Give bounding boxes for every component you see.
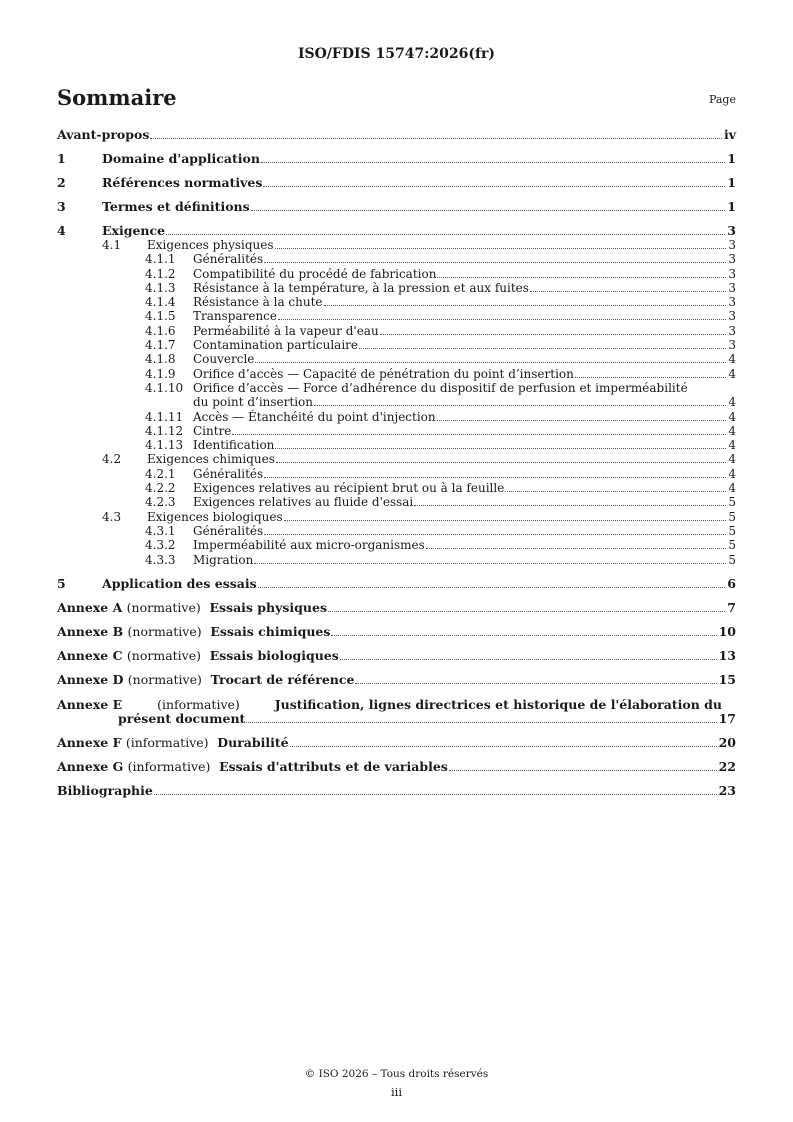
toc-entry-4-1-9[interactable]: 4.1.9 Orifice d’accès — Capacité de pénétration du point d’insertion 4 (145, 366, 736, 381)
dot-leader (275, 448, 726, 449)
toc-entry-clause-1[interactable]: 1 Domaine d'application 1 (57, 151, 736, 166)
toc-entry-4-2-1[interactable]: 4.2.1 Généralités 4 (145, 466, 736, 481)
dot-leader (359, 348, 726, 349)
toc-entry-4-1[interactable]: 4.1 Exigences physiques 3 (102, 238, 736, 252)
page-column-label: Page (708, 93, 736, 106)
dot-leader (261, 162, 725, 163)
dot-leader (264, 477, 726, 478)
dot-leader (380, 334, 727, 335)
dot-leader (324, 305, 727, 306)
toc-entry-4-3[interactable]: 4.3 Exigences biologiques 5 (102, 509, 736, 524)
toc-entry-4-3-2[interactable]: 4.3.2 Imperméabilité aux micro-organismes 5 (145, 538, 736, 553)
dot-leader (246, 722, 716, 723)
toc-entry-annexe-e[interactable]: Annexe E (informative) Justification, lignes directrices et historique de l'élaboration du présent document 17 (57, 696, 736, 726)
toc-entry-bibliographie[interactable]: Bibliographie 23 (57, 782, 736, 798)
toc-entry-annexe-a[interactable]: Annexe A (normative) Essais physiques 7 (57, 599, 736, 615)
copyright-notice: © ISO 2026 – Tous droits réservés (304, 1068, 489, 1080)
toc-entry-clause-4[interactable]: 4 Exigence 3 (57, 223, 736, 238)
dot-leader (426, 548, 727, 549)
toc-title: Sommaire (57, 85, 177, 110)
dot-leader (254, 563, 726, 564)
toc-entry-annexe-b[interactable]: Annexe B (normative) Essais chimiques 10 (57, 623, 736, 639)
dot-leader (255, 362, 726, 363)
toc-entry-4-2-3[interactable]: 4.2.3 Exigences relatives au fluide d'essai 5 (145, 495, 736, 510)
toc-entry-4-1-2[interactable]: 4.1.2 Compatibilité du procédé de fabrication 3 (145, 266, 736, 281)
dot-leader (314, 405, 726, 406)
dot-leader (275, 248, 727, 249)
toc-entry-4-3-1[interactable]: 4.3.1 Généralités 5 (145, 523, 736, 538)
toc-entry-annexe-f[interactable]: Annexe F (informative) Durabilité 20 (57, 734, 736, 750)
dot-leader (276, 462, 727, 463)
dot-leader (414, 505, 726, 506)
dot-leader (263, 186, 725, 187)
toc-entry-4-2[interactable]: 4.2 Exigences chimiques 4 (102, 452, 736, 467)
page-number: iii (390, 1085, 403, 1099)
toc-entry-annexe-c[interactable]: Annexe C (normative) Essais biologiques 13 (57, 647, 736, 663)
dot-leader (328, 611, 725, 612)
dot-leader (264, 534, 726, 535)
toc-entry-4-1-4[interactable]: 4.1.4 Résistance à la chute 3 (145, 295, 736, 310)
toc-entry-4-1-6[interactable]: 4.1.6 Perméabilité à la vapeur d'eau 3 (145, 323, 736, 338)
dot-leader (437, 277, 726, 278)
dot-leader (264, 262, 726, 263)
dot-leader (154, 794, 717, 795)
toc-entry-4-1-12[interactable]: 4.1.12 Cintre 4 (145, 423, 736, 438)
dot-leader (331, 635, 716, 636)
toc-entry-4-1-8[interactable]: 4.1.8 Couvercle 4 (145, 352, 736, 367)
dot-leader (290, 746, 717, 747)
dot-leader (355, 683, 716, 684)
toc-entry-4-1-5[interactable]: 4.1.5 Transparence 3 (145, 309, 736, 324)
toc-entry-annexe-d[interactable]: Annexe D (normative) Trocart de référence 15 (57, 671, 736, 687)
toc-entry-4-3-3[interactable]: 4.3.3 Migration 5 (145, 552, 736, 567)
toc-entry-4-1-13[interactable]: 4.1.13 Identification 4 (145, 438, 736, 453)
dot-leader (530, 291, 726, 292)
table-of-contents (57, 128, 736, 798)
dot-leader (449, 770, 717, 771)
dot-leader (340, 659, 717, 660)
toc-entry-clause-2[interactable]: 2 Références normatives 1 (57, 175, 736, 190)
dot-leader (278, 319, 726, 320)
dot-leader (251, 210, 726, 211)
toc-entry-4-1-3[interactable]: 4.1.3 Résistance à la température, à la pression et aux fuites 3 (145, 280, 736, 295)
toc-entry-annexe-g[interactable]: Annexe G (informative) Essais d'attributs et de variables 22 (57, 758, 736, 774)
toc-entry-clause-3[interactable]: 3 Termes et définitions 1 (57, 199, 736, 214)
toc-entry-4-2-2[interactable]: 4.2.2 Exigences relatives au récipient brut ou à la feuille 4 (145, 481, 736, 496)
dot-leader (575, 377, 727, 378)
dot-leader (437, 420, 727, 421)
dot-leader (232, 434, 726, 435)
toc-entry-4-1-7[interactable]: 4.1.7 Contamination particulaire 3 (145, 338, 736, 353)
toc-entry-avant-propos[interactable]: Avant-propos iv (57, 127, 736, 142)
dot-leader (505, 491, 726, 492)
dot-leader (258, 587, 726, 588)
document-header: ISO/FDIS 15747:2026(fr) (297, 46, 496, 62)
toc-entry-4-1-1[interactable]: 4.1.1 Généralités 3 (145, 252, 736, 267)
dot-leader (150, 138, 722, 139)
dot-leader (166, 234, 725, 235)
toc-entry-4-1-10[interactable]: 4.1.10 Orifice d’accès — Force d’adhérence du dispositif de perfusion et imperméabilité du point d’insertion 4 (145, 380, 736, 410)
dot-leader (284, 520, 727, 521)
toc-entry-4-1-11[interactable]: 4.1.11 Accès — Étanchéité du point d'injection 4 (145, 409, 736, 424)
toc-entry-clause-5[interactable]: 5 Application des essais 6 (57, 575, 736, 591)
